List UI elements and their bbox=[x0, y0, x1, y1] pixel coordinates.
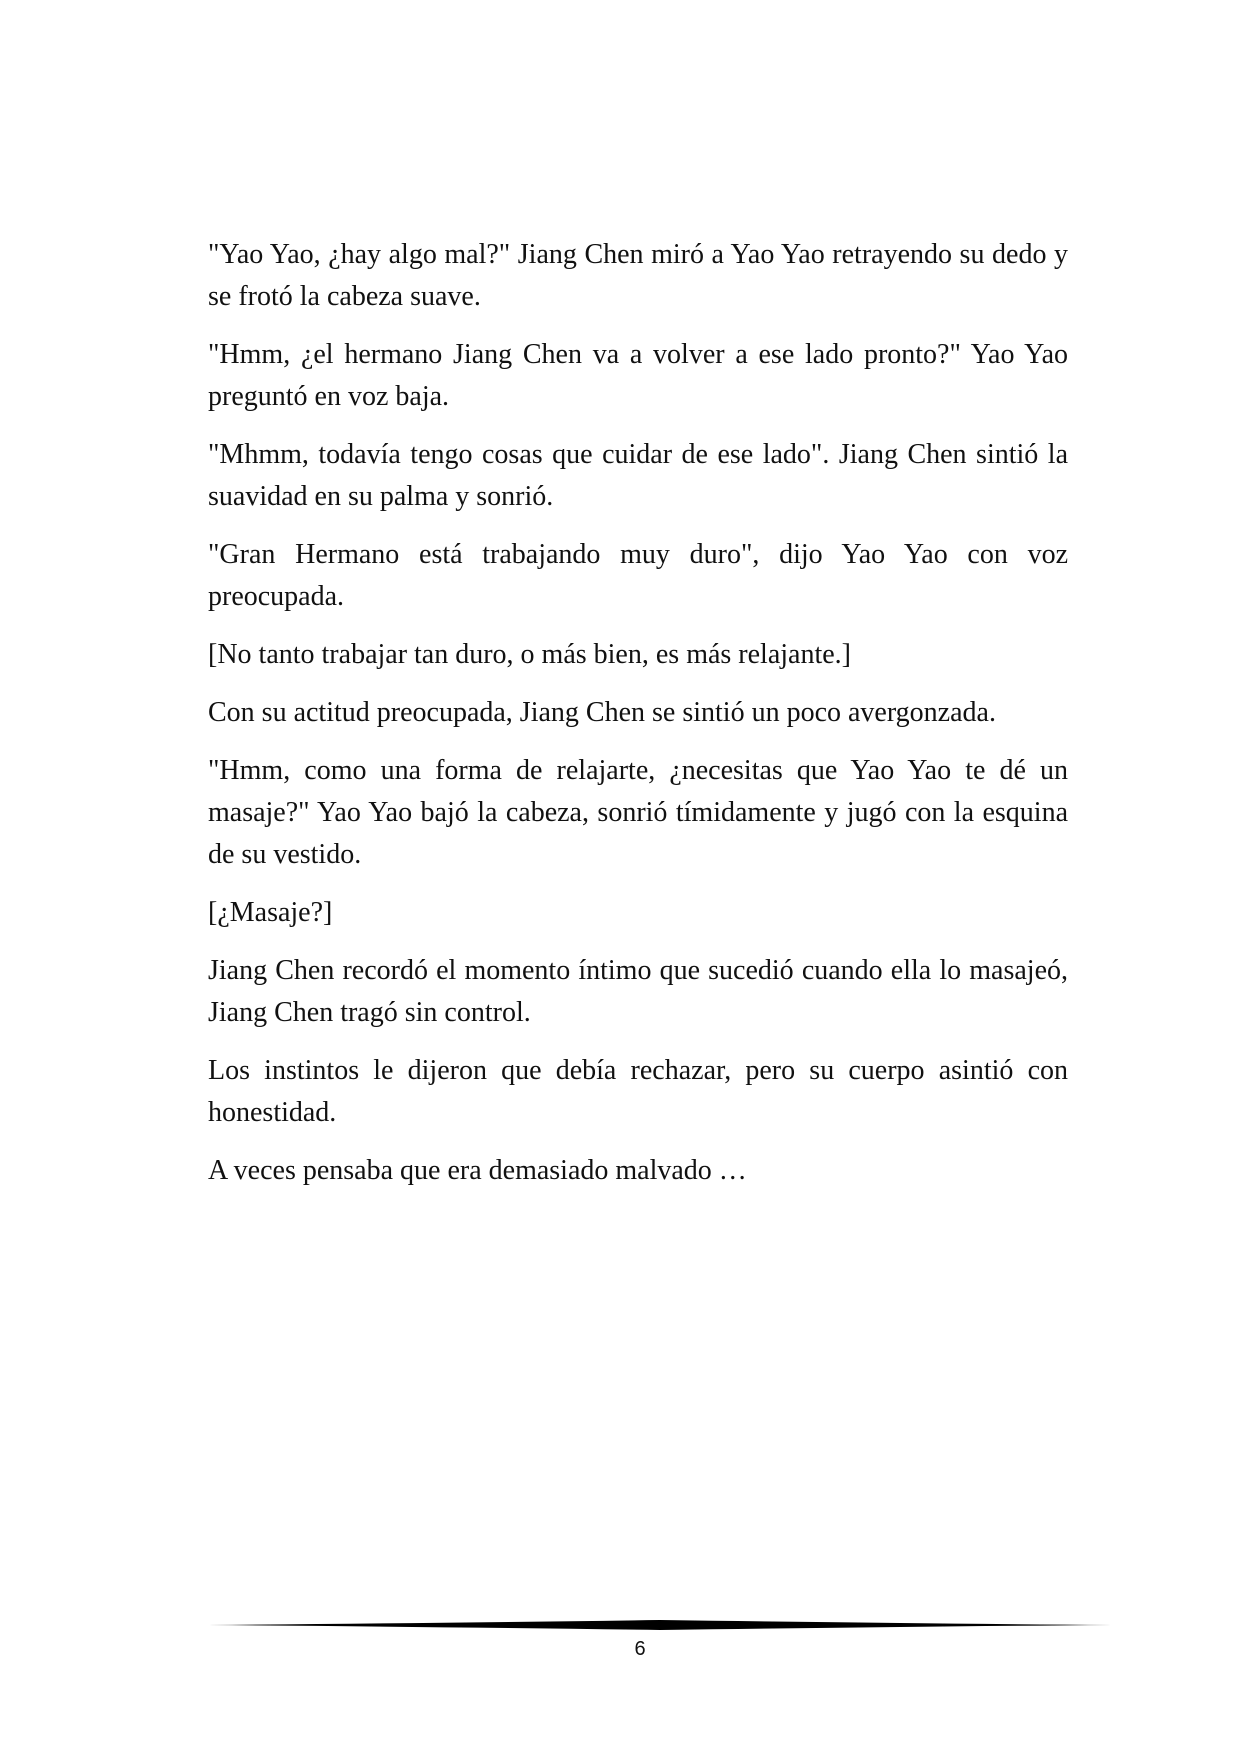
paragraph: "Mhmm, todavía tengo cosas que cuidar de ese lado". Jiang Chen sintió la suavidad en su palma y sonrió. bbox=[208, 439, 1068, 512]
paragraph: "Gran Hermano está trabajando muy duro", dijo Yao Yao con voz preocupada. bbox=[208, 539, 1068, 612]
paragraph: "Hmm, ¿el hermano Jiang Chen va a volver a ese lado pronto?" Yao Yao preguntó en voz baja. bbox=[208, 339, 1068, 412]
paragraph: "Hmm, como una forma de relajarte, ¿necesitas que Yao Yao te dé un masaje?" Yao Yao bajó la cabeza, sonrió tímidamente y jugó con la esquina de su vestido. bbox=[208, 755, 1068, 870]
footer-divider bbox=[208, 1618, 1112, 1632]
body-text bbox=[208, 234, 1068, 1208]
paragraph: [¿Masaje?] bbox=[208, 897, 333, 928]
paragraph: Con su actitud preocupada, Jiang Chen se sintió un poco avergonzada. bbox=[208, 697, 996, 728]
page-number: 6 bbox=[634, 1638, 646, 1660]
paragraph: "Yao Yao, ¿hay algo mal?" Jiang Chen miró a Yao Yao retrayendo su dedo y se frotó la cabeza suave. bbox=[208, 239, 1068, 312]
paragraph: Jiang Chen recordó el momento íntimo que sucedió cuando ella lo masajeó, Jiang Chen tragó sin control. bbox=[208, 955, 1068, 1028]
paragraph: A veces pensaba que era demasiado malvado … bbox=[208, 1155, 747, 1186]
paragraph: [No tanto trabajar tan duro, o más bien, es más relajante.] bbox=[208, 639, 851, 670]
paragraph: Los instintos le dijeron que debía rechazar, pero su cuerpo asintió con honestidad. bbox=[208, 1055, 1068, 1128]
